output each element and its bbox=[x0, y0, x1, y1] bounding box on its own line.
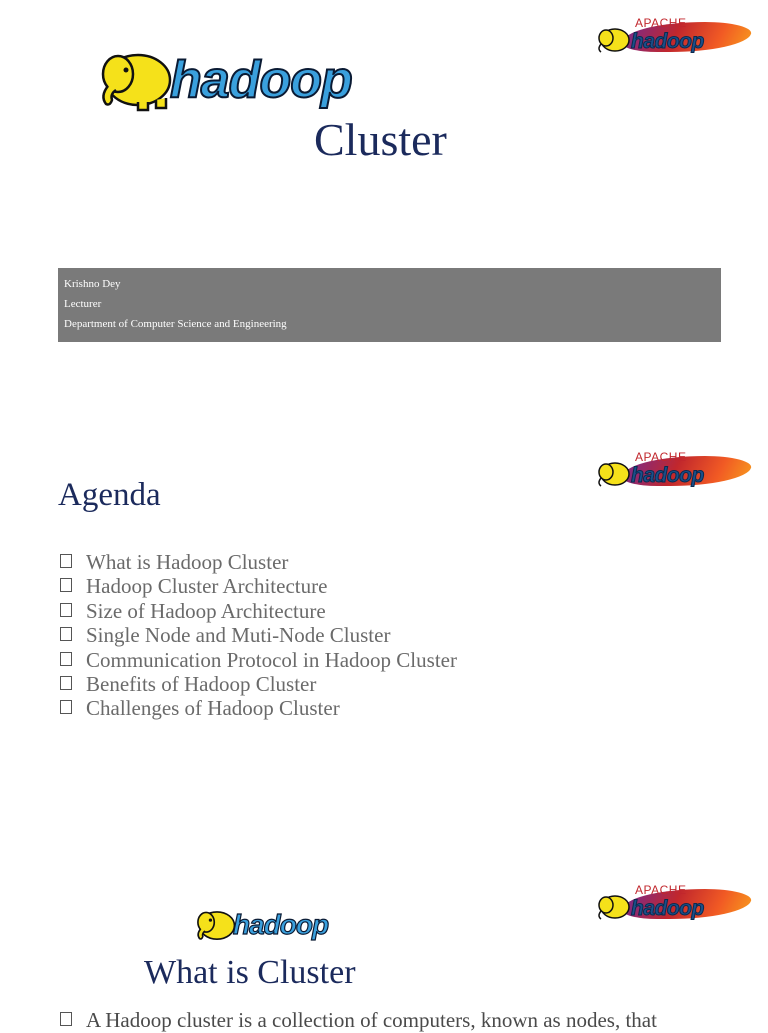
author-role: Lecturer bbox=[64, 298, 102, 310]
list-item: Single Node and Muti-Node Cluster bbox=[60, 623, 457, 647]
list-item: Challenges of Hadoop Cluster bbox=[60, 696, 457, 720]
author-department: Department of Computer Science and Engineering bbox=[64, 318, 287, 330]
bullet-box-icon bbox=[60, 578, 72, 592]
slide-title-cluster: Cluster bbox=[314, 114, 447, 165]
hadoop-logo-medium bbox=[195, 905, 350, 945]
list-item bbox=[60, 1008, 657, 1033]
apache-hadoop-word: hadoop bbox=[631, 464, 704, 487]
bullet-box-icon bbox=[60, 676, 72, 690]
bullet-box-icon bbox=[60, 554, 72, 568]
bullet-box-icon bbox=[60, 603, 72, 617]
cluster-definition-text: A Hadoop cluster is a collection of computers, known as nodes, that bbox=[86, 1008, 657, 1032]
elephant-icon bbox=[597, 460, 631, 488]
author-name: Krishno Dey bbox=[64, 278, 121, 290]
hadoop-logo-word: hadoop bbox=[170, 51, 352, 109]
apache-word: APACHE bbox=[635, 883, 687, 897]
list-item: Communication Protocol in Hadoop Cluster bbox=[60, 648, 457, 672]
bullet-box-icon bbox=[60, 700, 72, 714]
apache-hadoop-logo-1 bbox=[597, 18, 752, 62]
elephant-icon bbox=[597, 26, 631, 54]
apache-hadoop-logo-3 bbox=[597, 885, 752, 929]
apache-word: APACHE bbox=[635, 450, 687, 464]
list-item: Size of Hadoop Architecture bbox=[60, 599, 457, 623]
author-info-box bbox=[58, 268, 721, 342]
apache-hadoop-word: hadoop bbox=[631, 897, 704, 920]
elephant-icon bbox=[98, 46, 178, 112]
agenda-list bbox=[60, 550, 457, 721]
bullet-box-icon bbox=[60, 652, 72, 666]
apache-word: APACHE bbox=[635, 16, 687, 30]
bullet-box-icon bbox=[60, 627, 72, 641]
hadoop-logo-large bbox=[98, 44, 383, 114]
elephant-icon bbox=[597, 893, 631, 921]
agenda-title: Agenda bbox=[58, 477, 161, 513]
what-is-cluster-title: What is Cluster bbox=[144, 954, 356, 991]
list-item: Hadoop Cluster Architecture bbox=[60, 574, 457, 598]
apache-hadoop-word: hadoop bbox=[631, 30, 704, 53]
hadoop-logo-word: hadoop bbox=[233, 909, 329, 940]
apache-hadoop-logo-2 bbox=[597, 452, 752, 496]
list-item: Benefits of Hadoop Cluster bbox=[60, 672, 457, 696]
list-item: What is Hadoop Cluster bbox=[60, 550, 457, 574]
